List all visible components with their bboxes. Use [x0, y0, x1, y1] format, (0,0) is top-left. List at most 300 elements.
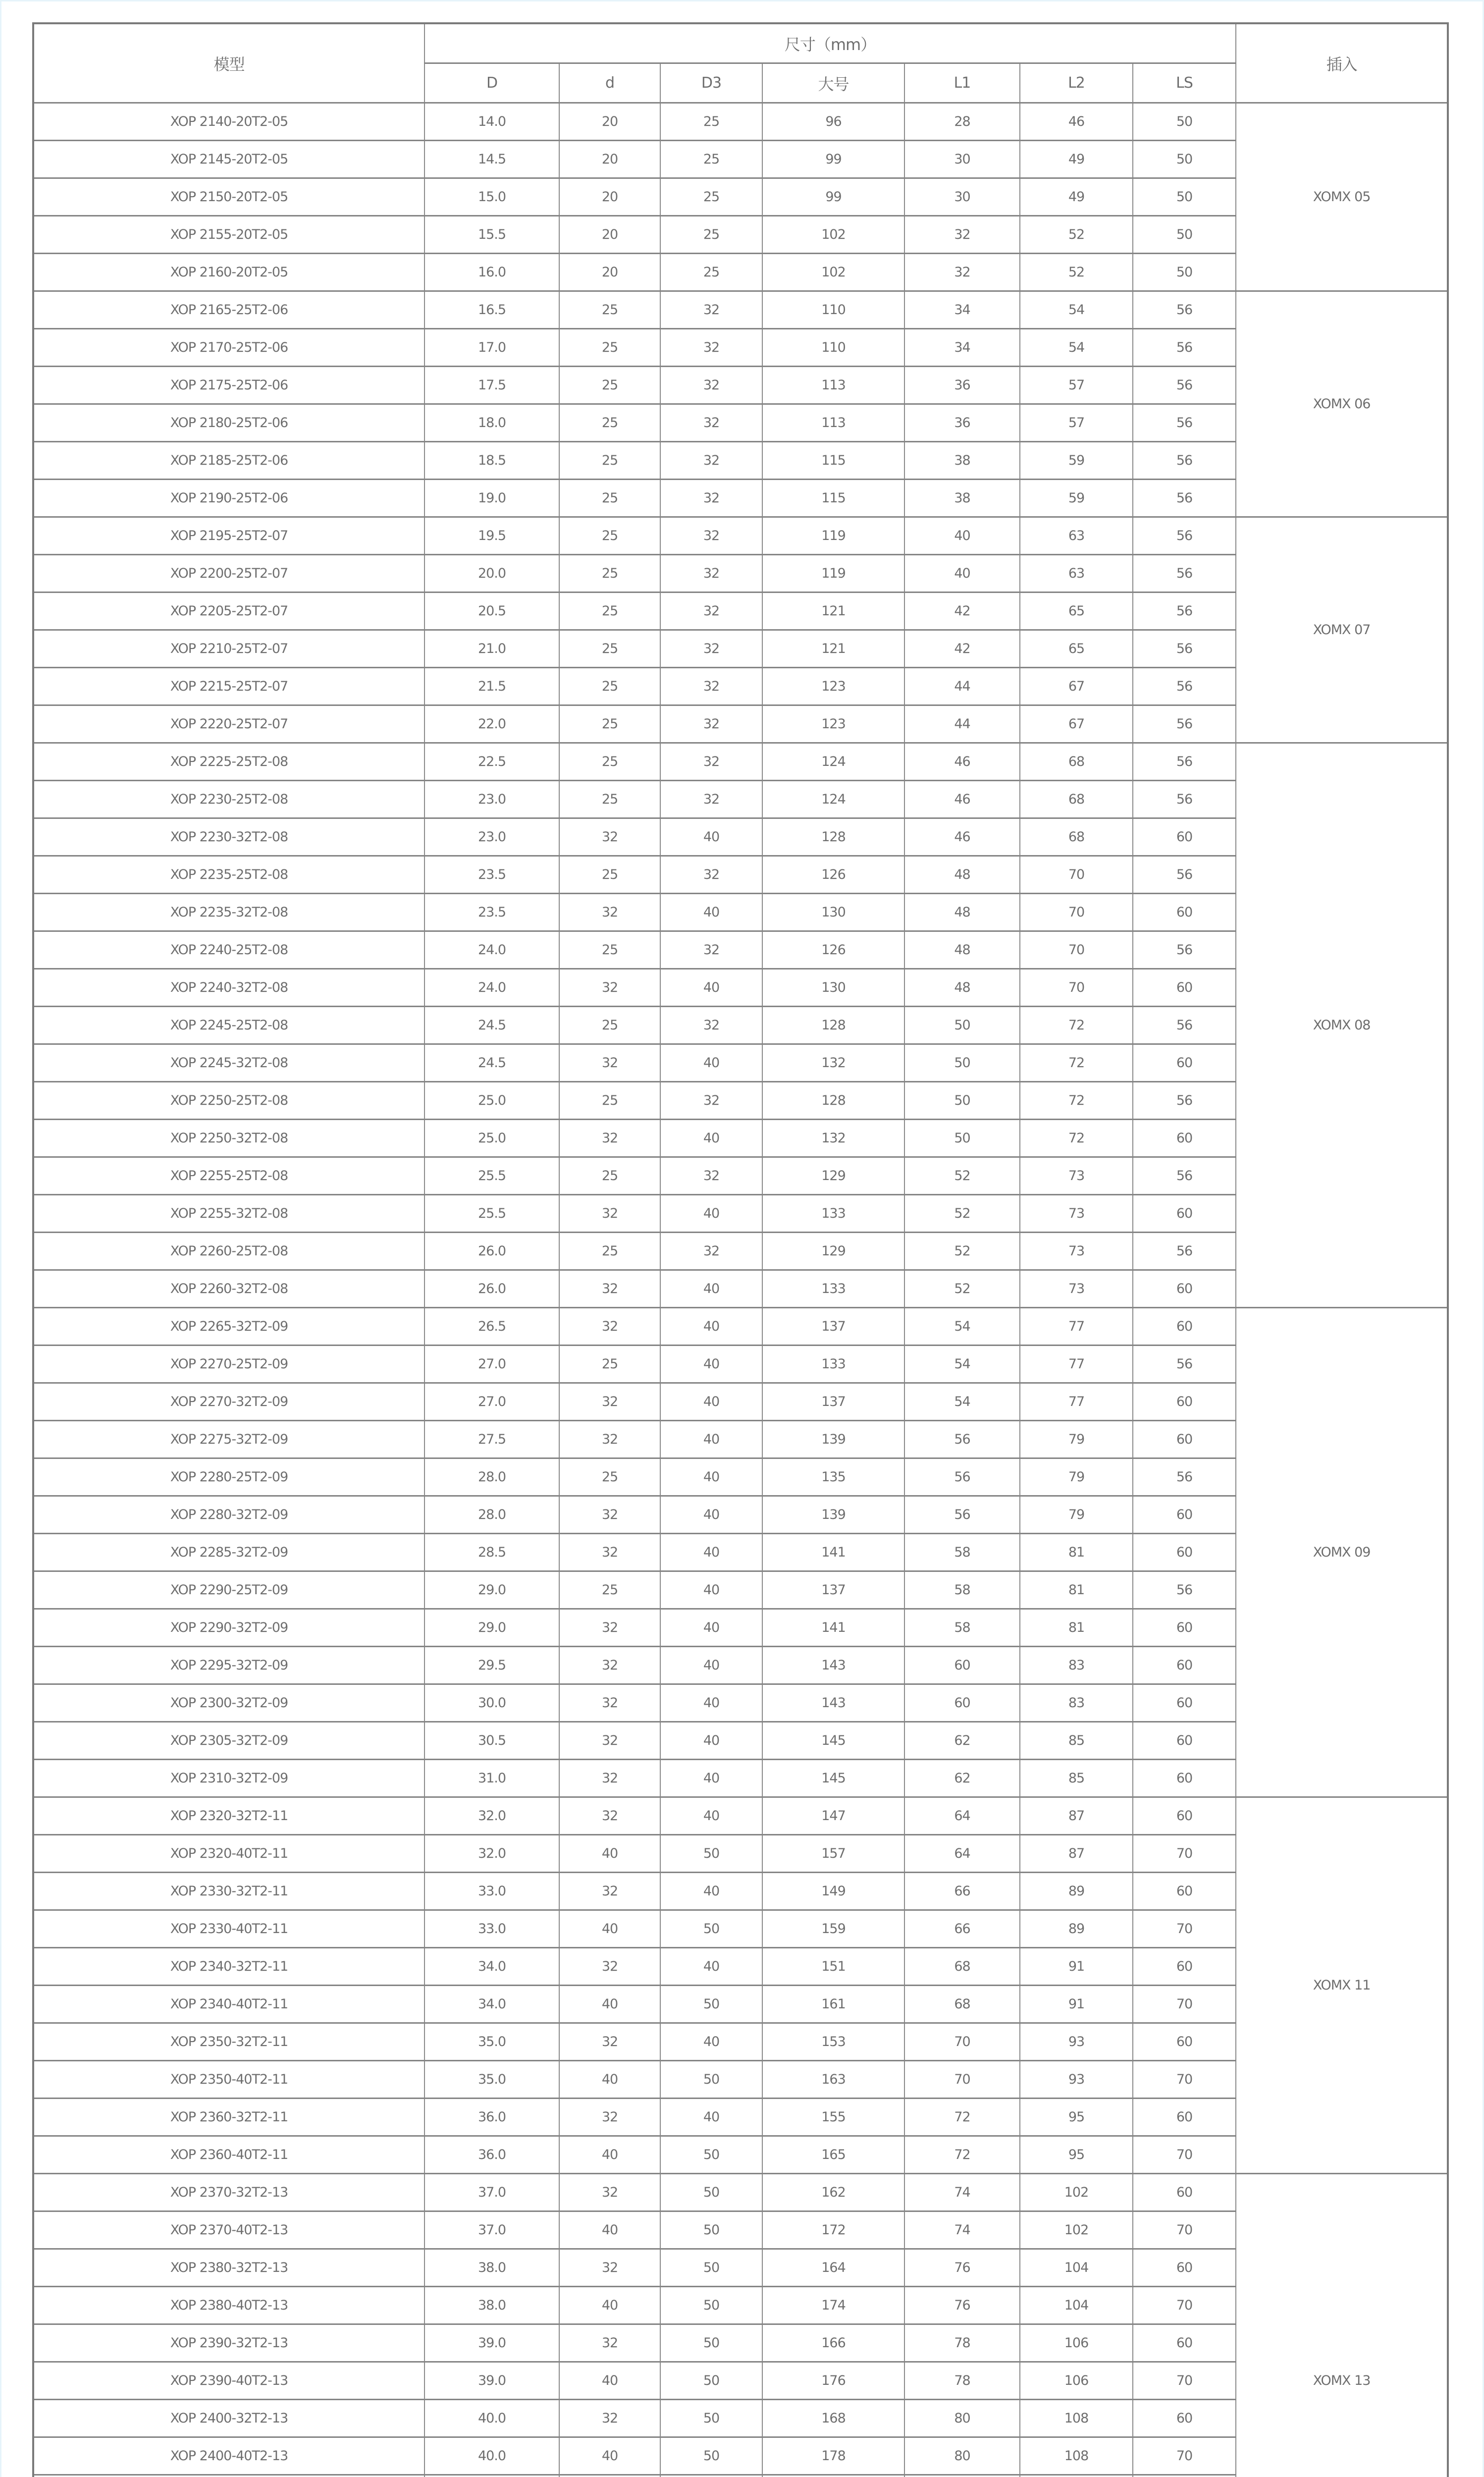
table-row	[33, 2061, 1448, 2099]
cell-model: XOP 2245-32T2-08	[33, 1044, 424, 1082]
cell-L1: 60	[904, 1684, 1020, 1722]
cell-model: XOP 2210-25T2-07	[33, 630, 424, 668]
cell-L1: 46	[904, 743, 1020, 781]
cell-L2: 79	[1020, 1421, 1133, 1458]
cell-D3: 40	[660, 1496, 762, 1534]
cell-LS: 56	[1133, 856, 1236, 894]
cell-LS: 60	[1133, 1383, 1236, 1421]
cell-d: 25	[559, 367, 660, 404]
cell-D: 28.5	[424, 1534, 559, 1571]
table-row	[33, 2362, 1448, 2400]
table-row	[33, 818, 1448, 856]
cell-D: 39.0	[424, 2324, 559, 2362]
cell-D: 36.0	[424, 2136, 559, 2174]
cell-L2: 63	[1020, 517, 1133, 555]
cell-d: 25	[559, 517, 660, 555]
cell-D: 14.5	[424, 141, 559, 178]
cell-d: 40	[559, 2362, 660, 2400]
table-row	[33, 1835, 1448, 1873]
table-row	[33, 1308, 1448, 1346]
cell-d: 32	[559, 1797, 660, 1835]
cell-LS: 60	[1133, 1948, 1236, 1986]
cell-L1: 52	[904, 1233, 1020, 1270]
table-row	[33, 856, 1448, 894]
cell-LS: 56	[1133, 442, 1236, 480]
cell-insert: XOMX 06	[1236, 291, 1448, 517]
cell-LS: 60	[1133, 1496, 1236, 1534]
cell-d: 40	[559, 1910, 660, 1948]
table-body	[33, 103, 1448, 2477]
cell-D: 28.0	[424, 1496, 559, 1534]
cell-D3: 32	[660, 442, 762, 480]
cell-D: 35.0	[424, 2061, 559, 2099]
cell-L1: 76	[904, 2287, 1020, 2324]
cell-size: 128	[762, 1007, 904, 1044]
cell-LS: 56	[1133, 1233, 1236, 1270]
cell-size: 145	[762, 1760, 904, 1797]
cell-d: 25	[559, 555, 660, 592]
cell-L1: 48	[904, 856, 1020, 894]
cell-L1: 66	[904, 1873, 1020, 1910]
cell-L2: 95	[1020, 2136, 1133, 2174]
cell-L2: 49	[1020, 178, 1133, 216]
cell-size: 135	[762, 1458, 904, 1496]
cell-LS: 60	[1133, 894, 1236, 931]
cell-D3: 50	[660, 2362, 762, 2400]
cell-size: 130	[762, 894, 904, 931]
cell-D: 16.5	[424, 291, 559, 329]
cell-L1: 70	[904, 2023, 1020, 2061]
cell-LS: 60	[1133, 1760, 1236, 1797]
cell-size: 172	[762, 2211, 904, 2249]
cell-D: 20.5	[424, 592, 559, 630]
cell-D3: 32	[660, 1082, 762, 1120]
cell-size: 153	[762, 2023, 904, 2061]
cell-L1: 34	[904, 291, 1020, 329]
cell-D3: 32	[660, 705, 762, 743]
cell-D: 37.0	[424, 2174, 559, 2211]
table-row	[33, 1534, 1448, 1571]
cell-L1: 32	[904, 254, 1020, 291]
cell-model: XOP 2255-32T2-08	[33, 1195, 424, 1233]
table-row	[33, 630, 1448, 668]
cell-model: XOP 2145-20T2-05	[33, 141, 424, 178]
cell-LS: 56	[1133, 668, 1236, 705]
cell-L2: 54	[1020, 329, 1133, 367]
header-col-D: D	[424, 63, 559, 103]
cell-size: 132	[762, 1044, 904, 1082]
cell-L2: 52	[1020, 216, 1133, 254]
table-row	[33, 1082, 1448, 1120]
cell-LS: 60	[1133, 1044, 1236, 1082]
cell-d: 32	[559, 1534, 660, 1571]
cell-D: 38.0	[424, 2287, 559, 2324]
table-row	[33, 1647, 1448, 1684]
cell-size: 164	[762, 2249, 904, 2287]
cell-L2: 83	[1020, 1647, 1133, 1684]
cell-size: 102	[762, 254, 904, 291]
cell-size: 124	[762, 781, 904, 818]
cell-L1: 50	[904, 1082, 1020, 1120]
cell-model: XOP 2195-25T2-07	[33, 517, 424, 555]
cell-L2: 57	[1020, 404, 1133, 442]
cell-D3: 40	[660, 2023, 762, 2061]
cell-D3: 32	[660, 329, 762, 367]
cell-L1: 42	[904, 592, 1020, 630]
cell-d: 32	[559, 1308, 660, 1346]
cell-model: XOP 2150-20T2-05	[33, 178, 424, 216]
cell-L1: 48	[904, 894, 1020, 931]
cell-L2: 70	[1020, 856, 1133, 894]
cell-d: 32	[559, 818, 660, 856]
table-row	[33, 1609, 1448, 1647]
cell-D3: 32	[660, 517, 762, 555]
cell-D: 35.0	[424, 2023, 559, 2061]
cell-size: 115	[762, 442, 904, 480]
cell-D: 34.0	[424, 1948, 559, 1986]
cell-LS: 60	[1133, 818, 1236, 856]
cell-D3: 32	[660, 291, 762, 329]
cell-D3: 50	[660, 2211, 762, 2249]
cell-LS: 70	[1133, 1835, 1236, 1873]
cell-model: XOP 2295-32T2-09	[33, 1647, 424, 1684]
cell-D3: 40	[660, 1797, 762, 1835]
cell-model: XOP 2200-25T2-07	[33, 555, 424, 592]
cell-size: 161	[762, 1986, 904, 2023]
cell-size: 110	[762, 329, 904, 367]
cell-size: 123	[762, 668, 904, 705]
cell-size: 133	[762, 1195, 904, 1233]
cell-model: XOP 2390-32T2-13	[33, 2324, 424, 2362]
cell-size: 113	[762, 404, 904, 442]
cell-L1: 70	[904, 2061, 1020, 2099]
cell-d: 32	[559, 2249, 660, 2287]
table-row	[33, 442, 1448, 480]
table-row	[33, 1120, 1448, 1157]
table-row	[33, 291, 1448, 329]
cell-D: 23.5	[424, 894, 559, 931]
cell-size: 110	[762, 291, 904, 329]
cell-size: 143	[762, 1684, 904, 1722]
cell-L2: 81	[1020, 1609, 1133, 1647]
cell-LS: 56	[1133, 1571, 1236, 1609]
cell-size: 151	[762, 1948, 904, 1986]
cell-L2: 102	[1020, 2174, 1133, 2211]
cell-LS: 50	[1133, 178, 1236, 216]
cell-D: 28.0	[424, 1458, 559, 1496]
cell-LS: 56	[1133, 1157, 1236, 1195]
cell-LS: 60	[1133, 1308, 1236, 1346]
cell-model: XOP 2290-25T2-09	[33, 1571, 424, 1609]
cell-size: 143	[762, 1647, 904, 1684]
cell-d: 25	[559, 856, 660, 894]
cell-D: 21.0	[424, 630, 559, 668]
cell-d: 25	[559, 630, 660, 668]
cell-size: 137	[762, 1383, 904, 1421]
cell-LS: 56	[1133, 517, 1236, 555]
cell-D: 26.5	[424, 1308, 559, 1346]
cell-D: 37.0	[424, 2211, 559, 2249]
cell-L1: 74	[904, 2211, 1020, 2249]
cell-d: 32	[559, 1948, 660, 1986]
cell-L2: 93	[1020, 2023, 1133, 2061]
table-row	[33, 1948, 1448, 1986]
cell-D: 40.0	[424, 2400, 559, 2437]
cell-LS: 60	[1133, 1270, 1236, 1308]
cell-size: 99	[762, 178, 904, 216]
header-col-LS: LS	[1133, 63, 1236, 103]
table-row	[33, 1760, 1448, 1797]
cell-d: 32	[559, 1270, 660, 1308]
cell-D: 30.0	[424, 1684, 559, 1722]
cell-d: 32	[559, 1496, 660, 1534]
cell-L1: 34	[904, 329, 1020, 367]
cell-LS: 60	[1133, 2324, 1236, 2362]
cell-D: 15.0	[424, 178, 559, 216]
cell-size: 176	[762, 2362, 904, 2400]
table-row	[33, 1458, 1448, 1496]
cell-size: 119	[762, 517, 904, 555]
cell-L2: 83	[1020, 1684, 1133, 1722]
cell-LS: 50	[1133, 216, 1236, 254]
table-row	[33, 2437, 1448, 2475]
cell-size: 162	[762, 2174, 904, 2211]
cell-L2: 81	[1020, 1571, 1133, 1609]
cell-L1: 38	[904, 442, 1020, 480]
cell-L2: 65	[1020, 592, 1133, 630]
cell-d: 40	[559, 2287, 660, 2324]
cell-model: XOP 2225-25T2-08	[33, 743, 424, 781]
cell-L2: 85	[1020, 1760, 1133, 1797]
cell-d: 25	[559, 1007, 660, 1044]
cell-size: 147	[762, 1797, 904, 1835]
cell-L1: 58	[904, 1534, 1020, 1571]
cell-model: XOP 2170-25T2-06	[33, 329, 424, 367]
cell-model: XOP 2215-25T2-07	[33, 668, 424, 705]
cell-D3: 50	[660, 2174, 762, 2211]
table-row	[33, 1910, 1448, 1948]
cell-L1: 78	[904, 2324, 1020, 2362]
cell-d: 20	[559, 254, 660, 291]
cell-L2: 106	[1020, 2362, 1133, 2400]
table-row	[33, 931, 1448, 969]
header-col-d: d	[559, 63, 660, 103]
cell-L1: 46	[904, 781, 1020, 818]
cell-L1: 28	[904, 103, 1020, 141]
cell-L2: 46	[1020, 103, 1133, 141]
cell-L2: 93	[1020, 2061, 1133, 2099]
cell-model: XOP 2380-32T2-13	[33, 2249, 424, 2287]
cell-model: XOP 2330-32T2-11	[33, 1873, 424, 1910]
cell-model: XOP 2320-40T2-11	[33, 1835, 424, 1873]
cell-LS: 60	[1133, 1609, 1236, 1647]
cell-D3: 25	[660, 254, 762, 291]
table-row	[33, 2475, 1448, 2477]
cell-model: XOP 2350-32T2-11	[33, 2023, 424, 2061]
cell-L1: 48	[904, 969, 1020, 1007]
table-row	[33, 2324, 1448, 2362]
cell-L2: 67	[1020, 668, 1133, 705]
cell-LS: 56	[1133, 743, 1236, 781]
cell-size: 102	[762, 216, 904, 254]
cell-D3: 40	[660, 1120, 762, 1157]
cell-L1: 46	[904, 818, 1020, 856]
cell-D3: 40	[660, 1458, 762, 1496]
cell-d: 32	[559, 1609, 660, 1647]
cell-L2: 85	[1020, 1722, 1133, 1760]
cell-size: 130	[762, 969, 904, 1007]
cell-model: XOP 2250-25T2-08	[33, 1082, 424, 1120]
cell-d: 25	[559, 931, 660, 969]
cell-D: 31.0	[424, 1760, 559, 1797]
cell-L1: 40	[904, 517, 1020, 555]
cell-model: XOP 2240-25T2-08	[33, 931, 424, 969]
cell-D: 14.0	[424, 103, 559, 141]
cell-d: 25	[559, 1157, 660, 1195]
table-row	[33, 1233, 1448, 1270]
cell-size: 128	[762, 1082, 904, 1120]
cell-L1: 58	[904, 1571, 1020, 1609]
cell-D: 27.0	[424, 1383, 559, 1421]
cell-size: 149	[762, 1873, 904, 1910]
cell-D3: 40	[660, 1044, 762, 1082]
cell-size: 141	[762, 1534, 904, 1571]
table-row	[33, 2211, 1448, 2249]
cell-D: 26.0	[424, 1233, 559, 1270]
cell-D3: 50	[660, 2249, 762, 2287]
cell-model: XOP 2190-25T2-06	[33, 480, 424, 517]
cell-model: XOP 2240-32T2-08	[33, 969, 424, 1007]
cell-D3: 32	[660, 856, 762, 894]
cell-d: 25	[559, 668, 660, 705]
cell-size: 121	[762, 592, 904, 630]
cell-LS: 56	[1133, 555, 1236, 592]
cell-L1: 30	[904, 178, 1020, 216]
cell-L2: 72	[1020, 1044, 1133, 1082]
cell-D: 15.5	[424, 216, 559, 254]
cell-LS	[1133, 2475, 1236, 2477]
cell-L2	[1020, 2475, 1133, 2477]
cell-size: 139	[762, 1421, 904, 1458]
cell-LS: 56	[1133, 404, 1236, 442]
table-row	[33, 592, 1448, 630]
cell-size: 155	[762, 2099, 904, 2136]
cell-L2: 77	[1020, 1308, 1133, 1346]
cell-model: XOP 2255-25T2-08	[33, 1157, 424, 1195]
cell-d: 32	[559, 1383, 660, 1421]
cell-D3: 40	[660, 1534, 762, 1571]
cell-size: 129	[762, 1233, 904, 1270]
cell-LS: 56	[1133, 291, 1236, 329]
cell-D3: 32	[660, 1007, 762, 1044]
cell-L1: 50	[904, 1120, 1020, 1157]
cell-d: 40	[559, 2136, 660, 2174]
cell-L1: 38	[904, 480, 1020, 517]
cell-LS: 56	[1133, 592, 1236, 630]
cell-d: 20	[559, 141, 660, 178]
cell-model: XOP 2270-25T2-09	[33, 1346, 424, 1383]
cell-L1: 62	[904, 1722, 1020, 1760]
cell-model: XOP 2230-25T2-08	[33, 781, 424, 818]
cell-d: 32	[559, 969, 660, 1007]
cell-D: 39.0	[424, 2362, 559, 2400]
cell-model: XOP 2245-25T2-08	[33, 1007, 424, 1044]
cell-LS: 70	[1133, 2287, 1236, 2324]
cell-LS: 70	[1133, 1986, 1236, 2023]
cell-L1: 68	[904, 1986, 1020, 2023]
cell-L1: 36	[904, 404, 1020, 442]
cell-d: 32	[559, 1760, 660, 1797]
cell-L2: 73	[1020, 1270, 1133, 1308]
cell-size: 96	[762, 103, 904, 141]
cell-d: 25	[559, 1346, 660, 1383]
cell-LS: 56	[1133, 781, 1236, 818]
table-row	[33, 2287, 1448, 2324]
cell-L2: 87	[1020, 1835, 1133, 1873]
table-row	[33, 1797, 1448, 1835]
cell-D: 33.0	[424, 1910, 559, 1948]
cell-L2: 72	[1020, 1007, 1133, 1044]
cell-L2: 65	[1020, 630, 1133, 668]
cell-D: 24.0	[424, 931, 559, 969]
cell-LS: 50	[1133, 103, 1236, 141]
cell-LS: 60	[1133, 1873, 1236, 1910]
cell-D: 25.0	[424, 1120, 559, 1157]
cell-L2: 73	[1020, 1157, 1133, 1195]
cell-LS: 70	[1133, 2136, 1236, 2174]
table-row	[33, 1722, 1448, 1760]
cell-L1: 32	[904, 216, 1020, 254]
cell-d: 32	[559, 1120, 660, 1157]
cell-D3: 50	[660, 2400, 762, 2437]
cell-LS: 70	[1133, 2362, 1236, 2400]
cell-L2: 68	[1020, 781, 1133, 818]
cell-insert: XOMX 05	[1236, 103, 1448, 291]
cell-L2: 67	[1020, 705, 1133, 743]
table-row	[33, 969, 1448, 1007]
cell-size: 124	[762, 743, 904, 781]
cell-size: 99	[762, 141, 904, 178]
table-row	[33, 743, 1448, 781]
cell-model: XOP 2340-40T2-11	[33, 1986, 424, 2023]
header-insert: 插入	[1236, 23, 1448, 103]
cell-size: 174	[762, 2287, 904, 2324]
cell-D3: 32	[660, 480, 762, 517]
cell-D: 17.0	[424, 329, 559, 367]
cell-D: 23.0	[424, 781, 559, 818]
cell-d: 20	[559, 103, 660, 141]
cell-size: 115	[762, 480, 904, 517]
header-col-L1: L1	[904, 63, 1020, 103]
cell-L1: 52	[904, 1270, 1020, 1308]
cell-L1: 58	[904, 1609, 1020, 1647]
cell-D3: 32	[660, 1233, 762, 1270]
cell-L1: 72	[904, 2099, 1020, 2136]
table-row	[33, 367, 1448, 404]
cell-model: XOP 2280-32T2-09	[33, 1496, 424, 1534]
table-row	[33, 1007, 1448, 1044]
table-row	[33, 1496, 1448, 1534]
table-row	[33, 2174, 1448, 2211]
cell-D: 18.0	[424, 404, 559, 442]
cell-L1: 72	[904, 2136, 1020, 2174]
cell-L2: 73	[1020, 1195, 1133, 1233]
cell-D3: 32	[660, 781, 762, 818]
cell-size: 132	[762, 1120, 904, 1157]
cell-D3: 40	[660, 1760, 762, 1797]
cell-LS: 60	[1133, 2023, 1236, 2061]
cell-D: 40.0	[424, 2437, 559, 2475]
